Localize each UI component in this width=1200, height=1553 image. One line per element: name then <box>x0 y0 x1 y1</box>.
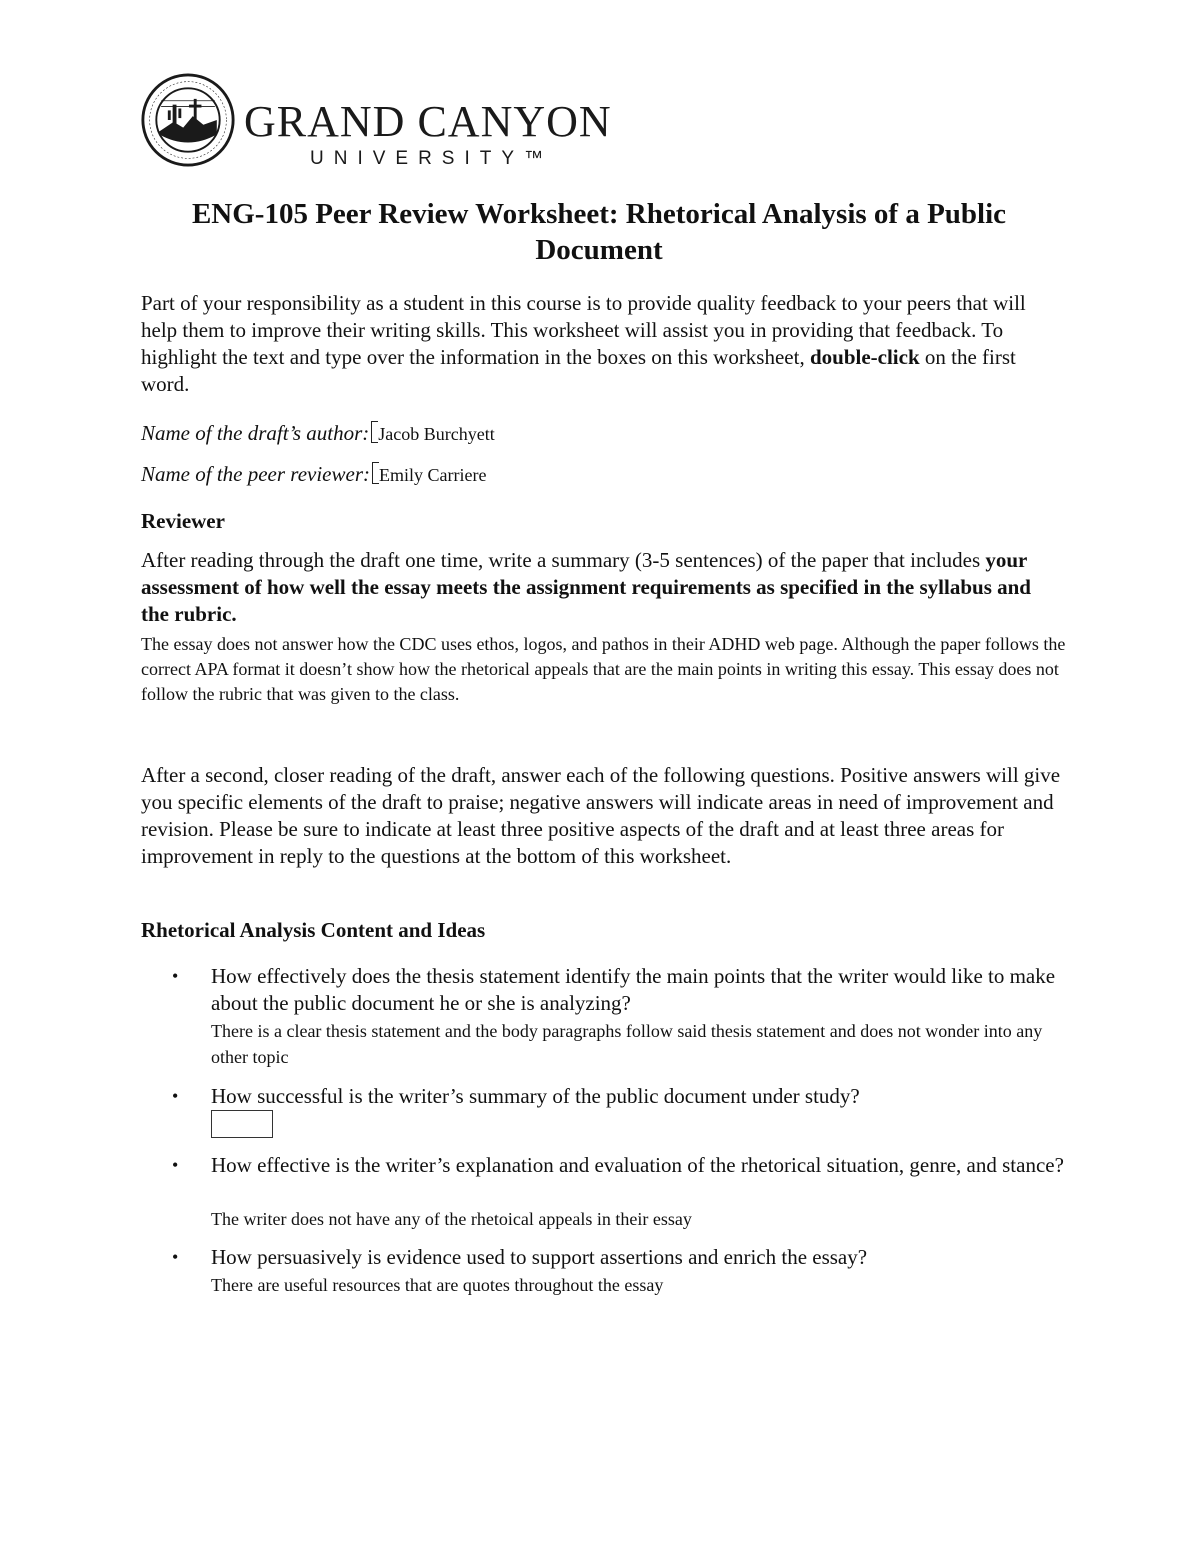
logo-wordmark: GRAND CANYON <box>244 97 612 146</box>
answer-1[interactable]: There is a clear thesis statement and the body paragraphs follow said thesis statement and does not wonder into any other topic <box>211 1021 1043 1067</box>
intro-text: Part of your responsibility as a student in this course is to provide quality feedback to your peers that will help them to improve their writing skills. This worksheet will assist you in providing that feedback. To highlight the text and type over the information in the boxes on this worksheet, <box>141 291 1026 369</box>
bullet-icon: • <box>172 1247 179 1267</box>
answer-4[interactable]: There are useful resources that are quotes throughout the essay <box>211 1275 664 1295</box>
question-1: How effectively does the thesis statement identify the main points that the writer would like to make about the public document he or she is analyzing? <box>211 964 1056 1015</box>
bullet-icon: • <box>172 1155 179 1175</box>
intro-bold: double-click <box>809 345 920 369</box>
reviewer-label: Name of the peer reviewer: <box>141 462 370 486</box>
reviewer-heading: Reviewer <box>141 509 225 533</box>
summary-prompt-bold: your assessment of how well the essay meets the assignment requirements as specified in the syllabus and the rubric. <box>141 548 1031 626</box>
bullet-icon: • <box>172 1086 179 1106</box>
summary-answer[interactable]: The essay does not answer how the CDC uses ethos, logos, and pathos in their ADHD web page. Although the paper follows the correct APA format it doesn’t show how the rhetorical appeals that are the main points in writing this essay. This essay does not follow the rubric that was given to the class. <box>141 634 1066 704</box>
summary-prompt <box>141 547 1061 628</box>
intro-text-end: on the first word. <box>141 345 1016 396</box>
question-4: How persuasively is evidence used to support assertions and enrich the essay? <box>211 1245 868 1269</box>
content-heading: Rhetorical Analysis Content and Ideas <box>141 918 486 942</box>
university-seal-icon <box>140 72 236 168</box>
second-reading-paragraph: After a second, closer reading of the draft, answer each of the following questions. Positive answers will give you specific elements of the draft to praise; negative answers will indicate areas in need of improvement and revision. Please be sure to indicate at least three positive aspects of the draft and at least three areas for improvement in reply to the questions at the bottom of this worksheet. <box>141 763 1061 868</box>
reviewer-field[interactable]: Emily Carriere <box>378 465 487 485</box>
answer-3[interactable]: The writer does not have any of the rhetoical appeals in their essay <box>211 1209 692 1229</box>
bullet-icon: • <box>172 966 179 986</box>
question-2: How successful is the writer’s summary of the public document under study? <box>211 1084 860 1108</box>
field-marker-icon <box>372 462 379 484</box>
logo-wordmark-sub: UNIVERSITY™ <box>310 148 554 169</box>
university-logo <box>140 72 612 170</box>
intro-paragraph <box>141 290 1061 398</box>
answer-2-input[interactable] <box>211 1110 273 1138</box>
question-3: How effective is the writer’s explanation and evaluation of the rhetorical situation, genre, and stance? <box>211 1153 1064 1177</box>
author-label: Name of the draft’s author: <box>141 421 370 445</box>
reviewer-field-row <box>141 461 486 489</box>
author-field-row <box>141 420 495 448</box>
document-title: ENG-105 Peer Review Worksheet: Rhetorical Analysis of a Public Document <box>191 198 1007 266</box>
author-field[interactable]: Jacob Burchyett <box>378 424 495 444</box>
summary-prompt-text: After reading through the draft one time, write a summary (3-5 sentences) of the paper that includes <box>141 548 986 572</box>
